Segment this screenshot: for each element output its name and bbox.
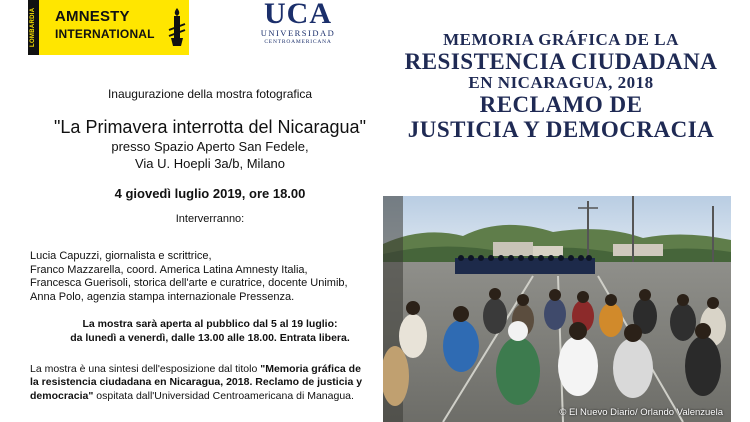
amnesty-region-label: LOMBARDIA	[28, 0, 39, 55]
uca-line1: UNIVERSIDAD	[260, 28, 336, 38]
poster-header-line1: MEMORIA GRÁFICA DE LA	[443, 30, 679, 49]
poster-header-line4: RECLAMO DE	[479, 92, 643, 117]
protest-photo	[383, 196, 731, 422]
speakers-heading: Interverranno:	[175, 213, 245, 225]
summary-suffix: ospitata dall'Universidad Centroamericana di Managua.	[93, 389, 354, 402]
poster-header-line5: JUSTICIA Y DEMOCRACIA	[407, 117, 715, 142]
event-date: 4 giovedì luglio 2019, ore 18.00	[114, 186, 306, 201]
uca-logo	[248, 0, 348, 50]
protest-photo-illustration	[383, 196, 731, 422]
venue-line2: Via U. Hoepli 3a/b, Milano	[134, 156, 286, 171]
venue-line1: presso Spazio Aperto San Fedele,	[111, 139, 309, 154]
speaker-item: Anna Polo, agenzia stampa internazionale Pressenza.	[30, 290, 295, 303]
summary-bold-title: "Memoria gráfica de la resistencia ciudadana en Nicaragua, 2018. Reclamo de justicia y democracia"	[30, 363, 363, 402]
speaker-item: Franco Mazzarella, coord. America Latina Amnesty Italia,	[30, 263, 308, 276]
speaker-item: Francesca Guerisoli, storica dell'arte e curatrice, docente Unimib,	[30, 277, 348, 289]
exhibition-title: "La Primavera interrotta del Nicaragua"	[54, 117, 366, 137]
amnesty-name-line1: AMNESTY	[55, 8, 130, 25]
opening-hours-line2: da lunedì a venerdì, dalle 13.00 alle 18.00. Entrata libera.	[70, 331, 350, 344]
speaker-item: Lucia Capuzzi, giornalista e scrittrice,	[30, 250, 212, 262]
amnesty-name-line2: INTERNATIONAL	[55, 27, 155, 41]
exhibition-summary	[30, 363, 365, 403]
poster-header	[392, 30, 730, 143]
speakers-list	[30, 250, 390, 304]
poster-header-line2: RESISTENCIA CIUDADANA	[404, 49, 718, 74]
photo-credit: © El Nuevo Diario/ Orlando Valenzuela	[559, 407, 723, 418]
uca-abbr: UCA	[264, 0, 332, 30]
summary-prefix: La mostra è una sintesi dell'esposizione dal titolo	[30, 363, 261, 375]
candle-icon	[168, 6, 186, 48]
uca-line2: CENTROAMERICANA	[264, 39, 332, 45]
exhibition-subtitle: Inaugurazione della mostra fotografica	[107, 87, 313, 101]
poster-header-line3: EN NICARAGUA, 2018	[468, 73, 654, 92]
opening-hours-line1: La mostra sarà aperta al pubblico dal 5 al 19 luglio:	[82, 318, 338, 330]
opening-hours	[20, 318, 400, 345]
amnesty-logo	[28, 0, 189, 55]
